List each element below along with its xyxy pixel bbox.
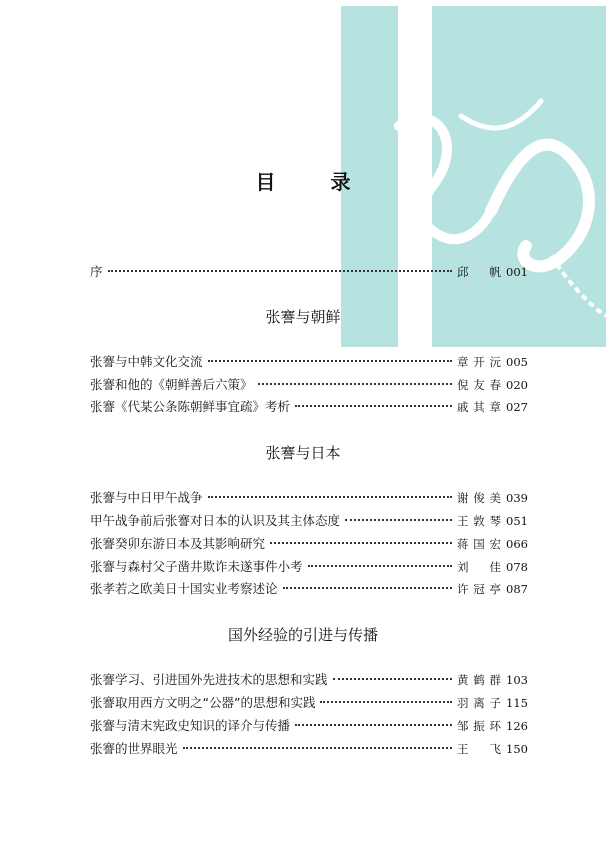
entry-author: 王敦琴 <box>457 514 501 528</box>
toc-entry[interactable] <box>90 557 528 575</box>
dot-leader <box>283 587 452 589</box>
entry-author: 邹振环 <box>457 719 501 733</box>
entry-page: 066 <box>506 537 528 551</box>
dot-leader <box>258 383 452 385</box>
toc-entry[interactable] <box>90 670 528 688</box>
dot-leader <box>108 270 452 272</box>
entry-title: 张謇《代某公条陈朝鲜事宜疏》考析 <box>90 399 291 414</box>
entry-title: 张謇学习、引进国外先进技术的思想和实践 <box>90 672 328 687</box>
entry-page: 005 <box>506 355 528 369</box>
entry-title: 张謇与中日甲午战争 <box>90 490 203 505</box>
dot-leader <box>183 747 452 749</box>
entry-title: 张謇与清末宪政史知识的译介与传播 <box>90 718 291 733</box>
toc-entry[interactable] <box>90 534 528 552</box>
toc-entry[interactable] <box>90 488 528 506</box>
section-heading: 张謇与日本 <box>265 444 341 462</box>
entry-author: 戚其章 <box>457 400 501 414</box>
entry-author: 蒋国宏 <box>457 537 501 551</box>
entry-title: 张謇和他的《朝鲜善后六策》 <box>90 377 253 392</box>
entry-title: 张謇与森村父子凿井欺诈未遂事件小考 <box>90 559 303 574</box>
section-heading: 国外经验的引进与传播 <box>227 626 378 644</box>
dot-leader <box>295 405 452 407</box>
entry-page: 001 <box>506 265 528 279</box>
entry-page: 087 <box>506 582 528 596</box>
entry-title: 序 <box>90 264 103 279</box>
entry-title: 甲午战争前后张謇对日本的认识及其主体态度 <box>90 513 341 528</box>
entry-author: 倪友春 <box>457 378 501 392</box>
entry-page: 027 <box>506 400 528 414</box>
dot-leader <box>345 519 452 521</box>
entry-author: 谢俊美 <box>457 491 501 505</box>
entry-title: 张孝若之欧美日十国实业考察述论 <box>90 581 278 596</box>
toc-entry[interactable] <box>90 397 528 415</box>
toc-entry[interactable] <box>90 716 528 734</box>
entry-author: 章开沅 <box>457 355 501 369</box>
section-heading: 张謇与朝鲜 <box>265 308 341 326</box>
entry-title: 张謇取用西方文明之“公器”的思想和实践 <box>90 695 316 710</box>
toc-entry[interactable] <box>90 579 528 597</box>
toc-entry-preface[interactable] <box>90 262 528 280</box>
dot-leader <box>208 360 452 362</box>
entry-page: 115 <box>506 696 528 710</box>
dot-leader <box>308 565 452 567</box>
entry-page: 051 <box>506 514 528 528</box>
entry-author: 羽离子 <box>457 696 501 710</box>
entry-author: 许冠亭 <box>457 582 501 596</box>
entry-author: 邱 帆 <box>457 265 501 279</box>
toc-entry[interactable] <box>90 511 528 529</box>
dot-leader <box>320 701 452 703</box>
toc-entry[interactable] <box>90 375 528 393</box>
entry-page: 039 <box>506 491 528 505</box>
toc-entry[interactable] <box>90 352 528 370</box>
entry-page: 126 <box>506 719 528 733</box>
dot-leader <box>295 724 452 726</box>
dot-leader <box>208 496 452 498</box>
entry-page: 103 <box>506 673 528 687</box>
entry-page: 078 <box>506 560 528 574</box>
toc-entry[interactable] <box>90 739 528 757</box>
entry-page: 020 <box>506 378 528 392</box>
toc-entry[interactable] <box>90 693 528 711</box>
dot-leader <box>270 542 452 544</box>
entry-author: 黄鹤群 <box>457 673 501 687</box>
entry-title: 张謇癸卯东游日本及其影响研究 <box>90 536 266 551</box>
entry-title: 张謇与中韩文化交流 <box>90 354 203 369</box>
entry-title: 张謇的世界眼光 <box>90 741 178 756</box>
entry-author: 王 飞 <box>457 742 501 756</box>
dot-leader <box>333 678 452 680</box>
toc-title: 目 录 <box>255 170 375 194</box>
entry-author: 刘 佳 <box>457 560 501 574</box>
entry-page: 150 <box>506 742 528 756</box>
